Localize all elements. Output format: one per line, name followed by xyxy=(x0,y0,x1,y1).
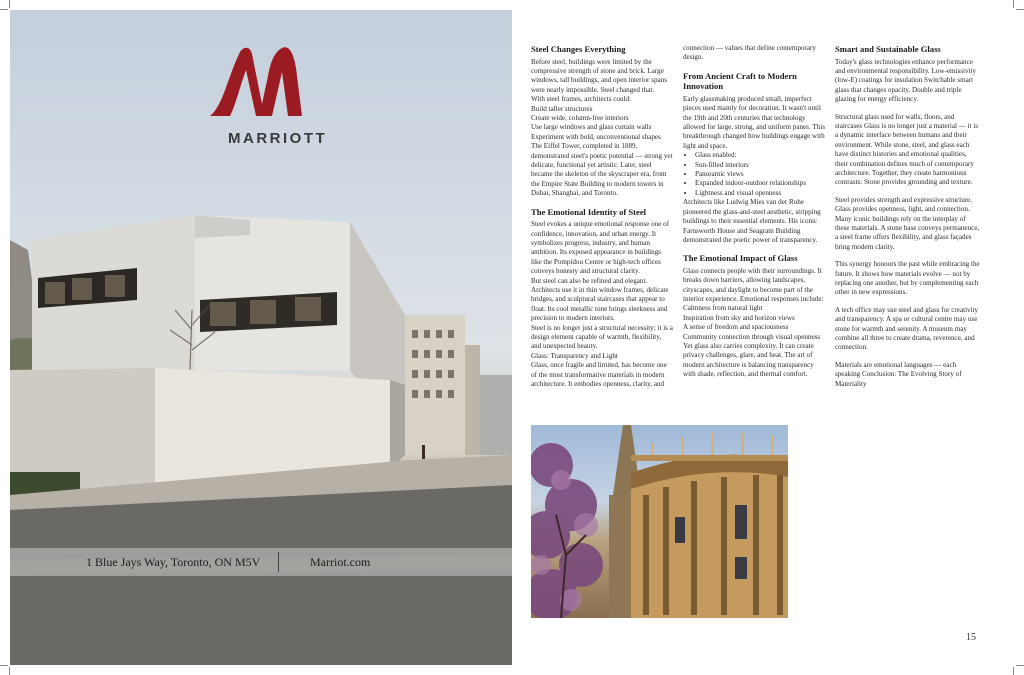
paragraph: Early glassmaking produced small, imperfect pieces used mainly for decoration. It wasn't until the 19th and 20th centuries that technology allowed for large, strong, and uniform panes. This breakthrough changed how buildings engage with light and space. xyxy=(683,94,825,150)
list-line: Use large windows and glass curtain walls xyxy=(531,123,652,132)
section-title: The Emotional Identity of Steel xyxy=(531,206,647,217)
crop-mark xyxy=(9,667,10,675)
paragraph: Before steel, buildings were limited by the compressive strength of stone and brick. Large windows, tall buildings, and open interior spans were nearly impossible. Steel changed that. xyxy=(531,57,667,94)
crop-mark xyxy=(0,665,8,666)
text-column-2 xyxy=(683,44,825,380)
paragraph: Steel provides strength and expressive structure. Glass provides openness, light, and connection. Many iconic buildings rely on the interplay of these materials. A stone base conveys permanence, a steel frame offers flexibility, and glass façades bring modern clarity. xyxy=(835,195,980,251)
crop-mark xyxy=(1013,667,1014,675)
list-line: Community connection through visual openness xyxy=(683,332,821,341)
rotunda-photo xyxy=(531,425,788,618)
list-item: • Sun-filled interiors xyxy=(695,161,825,170)
list-item: • Glass enabled: xyxy=(695,151,825,160)
paragraph: Steel evokes a unique emotional response one of confidence, innovation, and urban energy. It symbolizes progress, industry, and human ambition. Its exposed appearance in buildings like the Pompidou Centre or high-tech offices conveys honesty and structural clarity. xyxy=(531,220,670,276)
list-item: • Panoramic views xyxy=(695,170,825,179)
section-title: From Ancient Craft to Modern Innovation xyxy=(683,70,797,92)
paragraph: Structural glass used for walls, floors, and staircases Glass is no longer just a material — it is a dynamic interface between humans and their environment. While stone, steel, and glass each have distinct histories and emotional qualities, their combination defines much of contemporary architecture. Together, they create harmonious contrasts: Stone provides grounding and texture. xyxy=(835,112,979,187)
paragraph: Glass connects people with their surroundings. It breaks down barriers, allowing landscapes, cityscapes, and daylight to become part of the interior experience. Emotional responses include: xyxy=(683,266,824,304)
crop-mark xyxy=(1016,9,1024,10)
list-line: Calmness from natural light xyxy=(683,304,763,313)
hotel-address: 1 Blue Jays Way, Toronto, ON M5V xyxy=(86,555,261,569)
paragraph: Materials are emotional languages — each speaking Conclusion: The Evolving Story of Materiality xyxy=(835,360,962,388)
paragraph: Glass, once fragile and limited, has become one of the most transformative materials in modern architecture. It embodies openness, clarity, and xyxy=(531,361,667,388)
list-item: • Lightness and visual openness xyxy=(695,189,825,198)
paragraph: Today's glass technologies enhance performance and environmental responsibility. Low-emissivity (low-E) coatings for insulation Switchable smart glass that changes opacity. Double and triple glazing for energy efficiency. xyxy=(835,57,976,104)
paragraph: Glass: Transparency and Light xyxy=(531,351,618,360)
page-number: 15 xyxy=(966,632,976,643)
list-line: Build taller structures xyxy=(531,104,593,113)
brand-name: MARRIOTT xyxy=(228,130,328,147)
crop-mark xyxy=(1016,665,1024,666)
section-title: The Emotional Impact of Glass xyxy=(683,253,798,264)
website-link[interactable]: Marriot.com xyxy=(310,555,371,569)
text-column-1 xyxy=(531,44,673,389)
paragraph: But steel can also be refined and elegant. Architects use it in thin window frames, delicate bridges, and sculptural staircases that appear to float. Its cool metallic tone brings sleekness and precision to modern interiors. xyxy=(531,276,669,323)
hero-photo xyxy=(10,10,512,665)
crop-mark xyxy=(9,0,10,8)
bullet-list xyxy=(683,151,825,198)
paragraph: Steel is no longer just a structural necessity; it is a design element capable of warmth, flexibility, and unexpected beauty. xyxy=(531,323,673,351)
list-line: Inspiration from sky and horizon views xyxy=(683,313,795,322)
list-line: A sense of freedom and spaciousness xyxy=(683,323,789,332)
paragraph: The Eiffel Tower, completed in 1889, demonstrated steel's poetic potential — strong yet delicate, functional yet artistic. Later, steel became the skeleton of the skyscraper era, from the Empire State Building to modern towers in Dubai, Shanghai, and Toronto. xyxy=(531,142,673,198)
paragraph: A tech office may use steel and glass for creativity and transparency. A spa or cultural centre may use stone for warmth and serenity. A museum may combine all three to create drama, reverence, and connection. xyxy=(835,305,979,352)
marriott-m-logo-icon xyxy=(208,46,303,118)
paragraph: Yet glass also carries complexity. It can create privacy challenges, glare, and heat. The art of modern architecture is balancing transparency with shade, reflection, and thermal comfort. xyxy=(683,342,814,379)
crop-mark xyxy=(1013,0,1014,8)
section-title: Smart and Sustainable Glass xyxy=(835,44,941,54)
divider xyxy=(278,552,279,572)
list-item: • Expanded indoor-outdoor relationships xyxy=(695,179,825,188)
address-bar xyxy=(10,548,512,576)
section-title: Steel Changes Everything xyxy=(531,44,626,54)
paragraph: connection — values that define contemporary design. xyxy=(683,44,816,62)
list-line: Create wide, column-free interiors xyxy=(531,113,629,122)
paragraph: With steel frames, architects could: xyxy=(531,95,631,104)
paragraph: This synergy honours the past while embracing the future. It shows how materials evolve — not by replacing one another, but by complementing each other in new expressions. xyxy=(835,260,980,297)
crop-mark xyxy=(0,9,8,10)
paragraph: Architects like Ludwig Mies van der Rohe pioneered the glass-and-steel aesthetic, stripping buildings to their essential elements. His iconic Farnsworth House and Seagram Building demonstrated the poetic power of transparency. xyxy=(683,198,821,244)
list-line: Experiment with bold, unconventional shapes xyxy=(531,132,661,141)
text-column-3 xyxy=(835,44,981,389)
rotunda-illustration xyxy=(531,425,788,618)
